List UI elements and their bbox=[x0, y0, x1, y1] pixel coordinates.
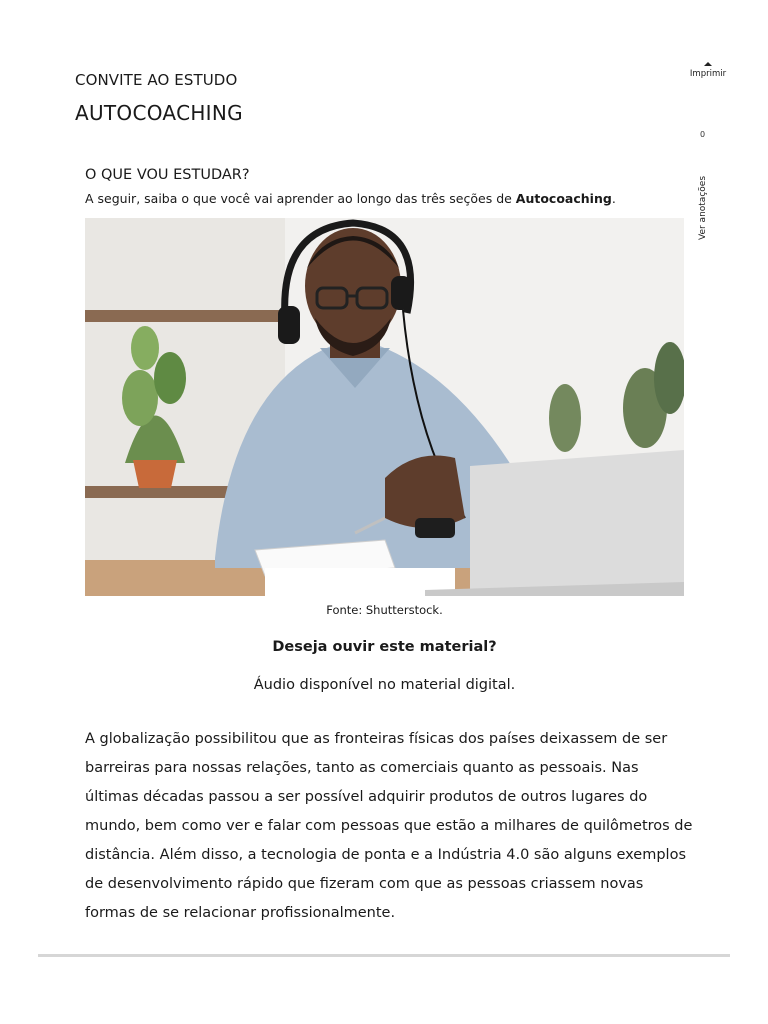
intro-suffix: . bbox=[611, 191, 616, 206]
section-heading: O QUE VOU ESTUDAR? bbox=[85, 167, 250, 183]
study-photo bbox=[85, 218, 684, 596]
divider bbox=[38, 954, 730, 957]
intro-prefix: A seguir, saiba o que você vai aprender ao longo das três seções de bbox=[85, 191, 516, 206]
section-kicker: CONVITE AO ESTUDO bbox=[75, 71, 238, 89]
print-button[interactable] bbox=[686, 62, 730, 79]
view-notes-button[interactable]: Ver anotações bbox=[698, 175, 708, 240]
notes-count-badge: 0 bbox=[700, 130, 706, 139]
intro-text bbox=[85, 191, 616, 206]
audio-question: Deseja ouvir este material? bbox=[272, 639, 497, 655]
audio-availability: Áudio disponível no material digital. bbox=[253, 677, 516, 693]
print-icon bbox=[704, 62, 712, 66]
image-caption: Fonte: Shutterstock. bbox=[326, 603, 443, 617]
page-title: AUTOCOACHING bbox=[75, 101, 243, 125]
print-label: Imprimir bbox=[689, 69, 727, 79]
intro-bold-term: Autocoaching bbox=[515, 191, 612, 206]
body-paragraph: A globalização possibilitou que as fronteiras físicas dos países deixassem de ser barreiras para nossas relações, tanto as comerciais quanto as pessoais. Nas últimas décadas passou a ser possível adquirir produtos de outros lugares do mundo, bem como ver e falar com pessoas que estão a milhares de quilômetros de distância. Além disso, a tecnologia de ponta e a Indústria 4.0 são alguns exemplos de desenvolvimento rápido que fizeram com que as pessoas criassem novas formas de se relacionar profissionalmente. bbox=[85, 731, 693, 921]
